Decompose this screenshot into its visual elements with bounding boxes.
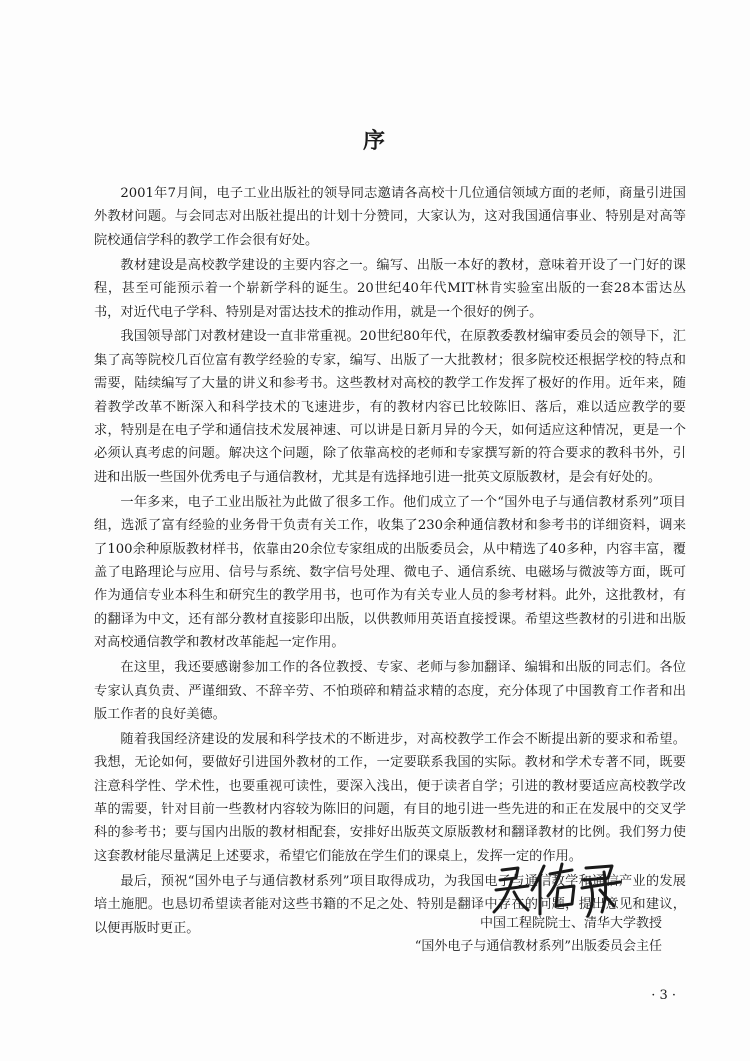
paragraph: 最后，预祝“国外电子与通信教材系列”项目取得成功，为我国电子与通信教学和通信产业的发展培土施肥。也恳切希望读者能对这些书籍的不足之处、特别是翻译中存在的问题，提出意见和建议，以便再版时更正。	[94, 873, 686, 936]
page-number: · 3 ·	[651, 988, 676, 1003]
preface-body	[94, 182, 686, 942]
paragraph: 在这里，我还要感谢参加工作的各位教授、专家、老师与参加翻译、编辑和出版的同志们。各位专家认真负责、严谨细致、不辞辛劳、不怕琐碎和精益求精的态度，充分体现了中国教育工作者和出版工作者的良好美德。	[94, 660, 686, 722]
signature-title-line-2: “国外电子与通信教材系列”出版委员会主任	[414, 939, 662, 954]
preface-title: 序	[362, 128, 387, 154]
signature-title-line-1: 中国工程院院士、清华大学教授	[479, 916, 662, 931]
paragraph: 随着我国经济建设的发展和科学技术的不断进步，对高校教学工作会不断提出新的要求和希望。我想，无论如何，要做好引进国外教材的工作，一定要联系我国的实际。教材和学术专著不同，既要注意科学性、学术性，也要重视可读性，要深入浅出，便于读者自学；引进的教材要适应高校教学改革的需要，针对目前一些教材内容较为陈旧的问题，有目的地引进一些先进的和正在发展中的交叉学科的参考书；要与国内出版的教材相配套，安排好出版英文原版教材和翻译教材的比例。我们努力使这套教材能尽量满足上述要求，希望它们能放在学生们的课桌上，发挥一定的作用。	[94, 731, 686, 864]
paragraph: 教材建设是高校教学建设的主要内容之一。编写、出版一本好的教材，意味着开设了一门好的课程，甚至可能预示着一个崭新学科的诞生。20世纪40年代MIT林肯实验室出版的一套28本雷达丛书，对近代电子学科、特别是对雷达技术的推动作用，就是一个很好的例子。	[94, 257, 686, 320]
handwritten-signature	[488, 860, 628, 920]
paragraph: 我国领导部门对教材建设一直非常重视。20世纪80年代，在原教委教材编审委员会的领导下，汇集了高等院校几百位富有教学经验的专家，编写、出版了一大批教材；很多院校还根据学校的特点和需要，陆续编写了大量的讲义和参考书。这些教材对高校的教学工作发挥了极好的作用。近年来，随着教学改革不断深入和科学技术的飞速进步，有的教材内容已比较陈旧、落后，难以适应教学的要求，特别是在电子学和通信技术发展神速、可以讲是日新月异的今天，如何适应这种情况，更是一个必须认真考虑的问题。解决这个问题，除了依靠高校的老师和专家撰写新的符合要求的教科书外，引进和出版一些国外优秀电子与通信教材，尤其是有选择地引进一批英文原版教材，是会有好处的。	[94, 329, 686, 485]
paragraph: 一年多来，电子工业出版社为此做了很多工作。他们成立了一个“国外电子与通信教材系列”项目组，选派了富有经验的业务骨干负责有关工作，收集了230余种通信教材和参考书的详细资料，调来了100余种原版教材样书，依靠由20余位专家组成的出版委员会，从中精选了40多种，内容丰富，覆盖了电路理论与应用、信号与系统、数字信号处理、微电子、通信系统、电磁场与微波等方面，既可作为通信专业本科生和研究生的教学用书，也可作为有关专业人员的参考材料。此外，这批教材，有的翻译为中文，还有部分教材直接影印出版，以供教师用英语直接授课。希望这些教材的引进和出版对高校通信教学和教材改革能起一定作用。	[94, 494, 686, 651]
paragraph: 2001年7月间，电子工业出版社的领导同志邀请各高校十几位通信领域方面的老师，商量引进国外教材问题。与会同志对出版社提出的计划十分赞同，大家认为，这对我国通信事业、特别是对高等院校通信学科的教学工作会很有好处。	[94, 186, 686, 248]
